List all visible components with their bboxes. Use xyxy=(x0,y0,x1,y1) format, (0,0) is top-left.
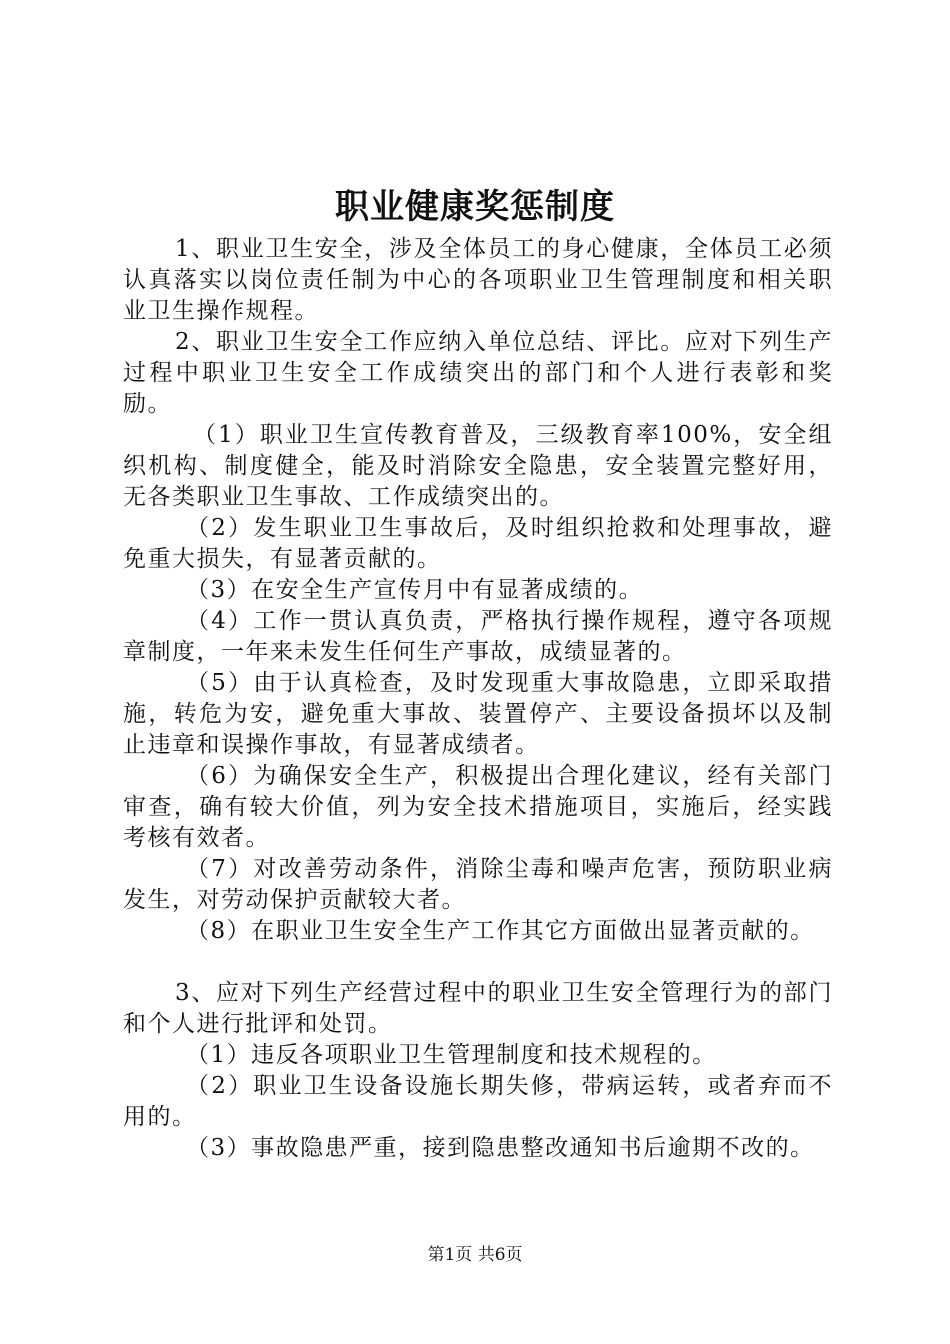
document-body xyxy=(123,234,833,1164)
clause-3-3: （3）事故隐患严重，接到隐患整改通知书后逾期不改的。 xyxy=(186,1135,815,1161)
clause-3-2: （2）职业卫生设备设施长期失修，带病运转，或者弃而不用的。 xyxy=(123,1073,833,1130)
clause-2-3: （3）在安全生产宣传月中有显著成绩的。 xyxy=(186,577,644,603)
clause-2-6: （6）为确保安全生产，积极提出合理化建议，经有关部门审查，确有较大价值，列为安全技术措施项目，实施后，经实践考核有效者。 xyxy=(123,763,833,851)
page-title: 职业健康奖惩制度 xyxy=(335,187,615,227)
clause-2-1: （1）职业卫生宣传教育普及，三级教育率100%，安全组织机构、制度健全，能及时消除安全隐患，安全装置完整好用，无各类职业卫生事故、工作成绩突出的。 xyxy=(123,422,833,510)
blank-line xyxy=(123,947,833,978)
page-footer: 第1页 共6页 xyxy=(427,1245,523,1265)
paragraph-3: 3、应对下列生产经营过程中的职业卫生安全管理行为的部门和个人进行批评和处罚。 xyxy=(123,980,833,1037)
paragraph-1: 1、职业卫生安全，涉及全体员工的身心健康，全体员工必须认真落实以岗位责任制为中心的各项职业卫生管理制度和相关职业卫生操作规程。 xyxy=(123,236,833,324)
clause-3-1: （1）违反各项职业卫生管理制度和技术规程的。 xyxy=(186,1042,717,1068)
clause-2-4: （4）工作一贯认真负责，严格执行操作规程，遵守各项规章制度，一年来未发生任何生产事故，成绩显著的。 xyxy=(123,608,833,665)
clause-2-5: （5）由于认真检查，及时发现重大事故隐患，立即采取措施，转危为安，避免重大事故、装置停产、主要设备损坏以及制止违章和误操作事故，有显著成绩者。 xyxy=(123,670,833,758)
clause-2-2: （2）发生职业卫生事故后，及时组织抢救和处理事故，避免重大损失，有显著贡献的。 xyxy=(123,515,833,572)
clause-2-8: （8）在职业卫生安全生产工作其它方面做出显著贡献的。 xyxy=(186,918,815,944)
paragraph-2: 2、职业卫生安全工作应纳入单位总结、评比。应对下列生产过程中职业卫生安全工作成绩突出的部门和个人进行表彰和奖励。 xyxy=(123,329,833,417)
clause-2-7: （7）对改善劳动条件，消除尘毒和噪声危害，预防职业病发生，对劳动保护贡献较大者。 xyxy=(123,856,833,913)
